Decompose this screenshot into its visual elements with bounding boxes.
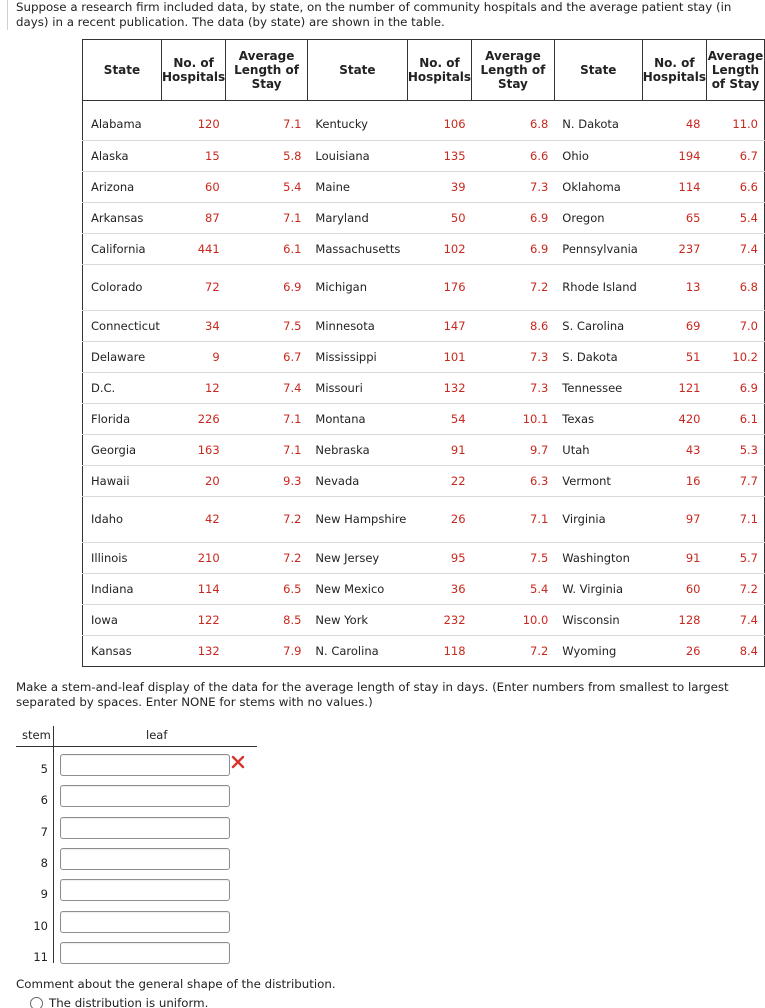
cell-hospitals: 118: [407, 635, 471, 666]
cell-stay: 10.0: [472, 604, 555, 635]
header-state-3: State: [554, 40, 642, 101]
cell-hospitals: 20: [161, 465, 225, 496]
header-hospitals-2: No. of Hospitals: [407, 40, 471, 101]
cell-state: Wyoming: [554, 635, 642, 666]
table-row: [83, 465, 765, 496]
table-row: [83, 264, 765, 310]
cell-stay: 5.4: [706, 202, 764, 233]
cell-stay: 7.5: [226, 310, 308, 341]
cell-hospitals: 72: [161, 264, 225, 310]
cell-state: Florida: [83, 403, 162, 434]
cell-stay: 7.2: [226, 542, 308, 573]
cell-hospitals: 128: [642, 604, 706, 635]
cell-hospitals: 176: [407, 264, 471, 310]
header-hospitals-3: No. of Hospitals: [642, 40, 706, 101]
cell-stay: 7.1: [226, 403, 308, 434]
stem-row: [16, 942, 276, 973]
table-row: [83, 496, 765, 542]
cell-state: Wisconsin: [554, 604, 642, 635]
cell-state: Missouri: [307, 372, 407, 403]
cell-state: Texas: [554, 403, 642, 434]
cell-stay: 11.0: [706, 109, 764, 140]
cell-state: Mississippi: [307, 341, 407, 372]
cell-hospitals: 237: [642, 233, 706, 264]
cell-stay: 5.8: [226, 140, 308, 171]
cell-stay: 7.4: [706, 233, 764, 264]
cell-state: Oklahoma: [554, 171, 642, 202]
cell-stay: 6.8: [706, 264, 764, 310]
cell-hospitals: 13: [642, 264, 706, 310]
cell-stay: 7.5: [472, 542, 555, 573]
cell-stay: 7.4: [226, 372, 308, 403]
cell-stay: 6.7: [706, 140, 764, 171]
table-row: [83, 434, 765, 465]
cell-stay: 5.7: [706, 542, 764, 573]
cell-hospitals: 102: [407, 233, 471, 264]
comment-prompt: Comment about the general shape of the distribution.: [16, 977, 336, 991]
stem-row: [16, 879, 276, 910]
cell-stay: 7.1: [226, 109, 308, 140]
cell-state: Colorado: [83, 264, 162, 310]
cell-hospitals: 114: [642, 171, 706, 202]
cell-state: Nevada: [307, 465, 407, 496]
cell-hospitals: 50: [407, 202, 471, 233]
cell-state: Kentucky: [307, 109, 407, 140]
cell-hospitals: 22: [407, 465, 471, 496]
cell-hospitals: 42: [161, 496, 225, 542]
cell-stay: 7.3: [472, 372, 555, 403]
cell-stay: 6.3: [472, 465, 555, 496]
problem-intro: Suppose a research firm included data, by state, on the number of community hospitals and the average patient stay (in days) in a recent publication. The data (by state) are shown in the table.: [16, 0, 732, 29]
cell-state: Alabama: [83, 109, 162, 140]
cell-stay: 6.5: [226, 573, 308, 604]
cell-state: Ohio: [554, 140, 642, 171]
incorrect-icon: [230, 754, 246, 770]
cell-stay: 7.2: [226, 496, 308, 542]
leaf-input[interactable]: [60, 817, 230, 839]
cell-hospitals: 54: [407, 403, 471, 434]
cell-state: Delaware: [83, 341, 162, 372]
stem-value: 5: [40, 762, 48, 776]
option-uniform[interactable]: [30, 996, 208, 1008]
cell-hospitals: 36: [407, 573, 471, 604]
cell-state: Nebraska: [307, 434, 407, 465]
cell-state: Kansas: [83, 635, 162, 666]
cell-stay: 7.2: [706, 573, 764, 604]
cell-hospitals: 135: [407, 140, 471, 171]
stem-column-header: stem: [22, 728, 51, 742]
cell-hospitals: 43: [642, 434, 706, 465]
cell-hospitals: 147: [407, 310, 471, 341]
cell-stay: 8.5: [226, 604, 308, 635]
cell-stay: 7.2: [472, 635, 555, 666]
cell-hospitals: 232: [407, 604, 471, 635]
stem-value: 8: [40, 855, 48, 870]
hospital-data-table: [82, 39, 765, 667]
cell-hospitals: 420: [642, 403, 706, 434]
table-row: [83, 140, 765, 171]
table-row: [83, 372, 765, 403]
table-row: [83, 341, 765, 372]
cell-hospitals: 120: [161, 109, 225, 140]
cell-state: Tennessee: [554, 372, 642, 403]
leaf-input[interactable]: [60, 754, 230, 776]
option-label: The distribution is uniform.: [49, 996, 209, 1008]
cell-state: New Hampshire: [307, 496, 407, 542]
cell-state: Georgia: [83, 434, 162, 465]
cell-hospitals: 95: [407, 542, 471, 573]
cell-stay: 6.7: [226, 341, 308, 372]
cell-state: Massachusetts: [307, 233, 407, 264]
cell-stay: 6.9: [226, 264, 308, 310]
stem-value: 11: [33, 949, 48, 964]
leaf-input[interactable]: [60, 942, 230, 964]
cell-state: S. Dakota: [554, 341, 642, 372]
cell-state: N. Carolina: [307, 635, 407, 666]
cell-hospitals: 65: [642, 202, 706, 233]
table-row: [83, 542, 765, 573]
cell-state: Rhode Island: [554, 264, 642, 310]
table-row: [83, 233, 765, 264]
cell-state: Alaska: [83, 140, 162, 171]
cell-state: New Mexico: [307, 573, 407, 604]
cell-hospitals: 16: [642, 465, 706, 496]
stem-value: 7: [40, 824, 48, 839]
cell-stay: 7.3: [472, 341, 555, 372]
cell-stay: 7.4: [706, 604, 764, 635]
cell-state: Maine: [307, 171, 407, 202]
cell-stay: 8.4: [706, 635, 764, 666]
cell-stay: 9.7: [472, 434, 555, 465]
cell-hospitals: 132: [407, 372, 471, 403]
cell-stay: 6.9: [472, 233, 555, 264]
header-stay-3: Average Length of Stay: [706, 40, 764, 101]
cell-stay: 8.6: [472, 310, 555, 341]
stem-row: [16, 785, 276, 816]
cell-state: Hawaii: [83, 465, 162, 496]
cell-hospitals: 9: [161, 341, 225, 372]
cell-hospitals: 194: [642, 140, 706, 171]
cell-stay: 7.3: [472, 171, 555, 202]
cell-hospitals: 101: [407, 341, 471, 372]
table-row: [83, 573, 765, 604]
cell-state: Montana: [307, 403, 407, 434]
cell-stay: 6.6: [706, 171, 764, 202]
header-hospitals-1: No. of Hospitals: [161, 40, 225, 101]
cell-hospitals: 132: [161, 635, 225, 666]
cell-state: Pennsylvania: [554, 233, 642, 264]
cell-stay: 6.8: [472, 109, 555, 140]
stem-row: [16, 817, 276, 848]
table-row: [83, 310, 765, 341]
cell-state: N. Dakota: [554, 109, 642, 140]
table-row: [83, 403, 765, 434]
cell-stay: 5.4: [472, 573, 555, 604]
cell-stay: 10.1: [472, 403, 555, 434]
cell-stay: 9.3: [226, 465, 308, 496]
cell-hospitals: 60: [642, 573, 706, 604]
cell-stay: 7.1: [472, 496, 555, 542]
stem-value: 10: [33, 918, 48, 933]
cell-hospitals: 34: [161, 310, 225, 341]
cell-state: Virginia: [554, 496, 642, 542]
cell-stay: 5.4: [226, 171, 308, 202]
stem-row: [16, 754, 276, 785]
leaf-input[interactable]: [60, 911, 230, 933]
cell-state: Washington: [554, 542, 642, 573]
cell-state: California: [83, 233, 162, 264]
cell-hospitals: 87: [161, 202, 225, 233]
cell-hospitals: 51: [642, 341, 706, 372]
stem-row: [16, 848, 276, 879]
cell-hospitals: 210: [161, 542, 225, 573]
table-row: [83, 202, 765, 233]
stem-value: 6: [40, 793, 48, 808]
cell-stay: 6.1: [226, 233, 308, 264]
header-state-1: State: [83, 40, 162, 101]
cell-state: Oregon: [554, 202, 642, 233]
cell-state: Maryland: [307, 202, 407, 233]
cell-state: Arkansas: [83, 202, 162, 233]
cell-hospitals: 26: [642, 635, 706, 666]
leaf-input[interactable]: [60, 879, 230, 901]
cell-state: Vermont: [554, 465, 642, 496]
cell-stay: 5.3: [706, 434, 764, 465]
cell-stay: 6.9: [472, 202, 555, 233]
cell-state: Louisiana: [307, 140, 407, 171]
cell-hospitals: 15: [161, 140, 225, 171]
cell-hospitals: 91: [407, 434, 471, 465]
table-row: [83, 635, 765, 666]
cell-stay: 7.9: [226, 635, 308, 666]
cell-state: Utah: [554, 434, 642, 465]
cell-stay: 10.2: [706, 341, 764, 372]
cell-state: Connecticut: [83, 310, 162, 341]
cell-state: S. Carolina: [554, 310, 642, 341]
cell-hospitals: 48: [642, 109, 706, 140]
cell-hospitals: 39: [407, 171, 471, 202]
cell-hospitals: 441: [161, 233, 225, 264]
table-row: [83, 109, 765, 140]
cell-stay: 6.1: [706, 403, 764, 434]
cell-stay: 7.7: [706, 465, 764, 496]
cell-hospitals: 226: [161, 403, 225, 434]
cell-hospitals: 121: [642, 372, 706, 403]
leaf-column-header: leaf: [146, 728, 168, 742]
cell-state: Idaho: [83, 496, 162, 542]
cell-state: Indiana: [83, 573, 162, 604]
left-border: [7, 0, 8, 30]
cell-hospitals: 97: [642, 496, 706, 542]
cell-state: Iowa: [83, 604, 162, 635]
cell-hospitals: 122: [161, 604, 225, 635]
radio-button[interactable]: [30, 997, 43, 1008]
cell-hospitals: 60: [161, 171, 225, 202]
cell-state: Arizona: [83, 171, 162, 202]
cell-stay: 7.0: [706, 310, 764, 341]
header-state-2: State: [307, 40, 407, 101]
cell-stay: 7.1: [226, 202, 308, 233]
cell-state: Minnesota: [307, 310, 407, 341]
header-stay-1: Average Length of Stay: [226, 40, 308, 101]
stem-row: [16, 911, 276, 942]
cell-hospitals: 114: [161, 573, 225, 604]
cell-hospitals: 12: [161, 372, 225, 403]
leaf-input[interactable]: [60, 785, 230, 807]
stem-value: 9: [40, 887, 48, 902]
cell-state: New York: [307, 604, 407, 635]
cell-stay: 6.6: [472, 140, 555, 171]
leaf-input[interactable]: [60, 848, 230, 870]
cell-stay: 7.1: [226, 434, 308, 465]
table-row: [83, 604, 765, 635]
cell-hospitals: 26: [407, 496, 471, 542]
header-stay-2: Average Length of Stay: [472, 40, 555, 101]
cell-stay: 7.1: [706, 496, 764, 542]
cell-hospitals: 69: [642, 310, 706, 341]
cell-state: W. Virginia: [554, 573, 642, 604]
cell-state: D.C.: [83, 372, 162, 403]
cell-state: Illinois: [83, 542, 162, 573]
cell-hospitals: 163: [161, 434, 225, 465]
table-row: [83, 171, 765, 202]
instruction-text: Make a stem-and-leaf display of the data for the average length of stay in days. (Enter numbers from smallest to largest separated by spaces. Enter NONE for stems with no values.): [16, 680, 729, 709]
cell-stay: 6.9: [706, 372, 764, 403]
cell-state: New Jersey: [307, 542, 407, 573]
cell-state: Michigan: [307, 264, 407, 310]
cell-hospitals: 91: [642, 542, 706, 573]
cell-stay: 7.2: [472, 264, 555, 310]
cell-hospitals: 106: [407, 109, 471, 140]
